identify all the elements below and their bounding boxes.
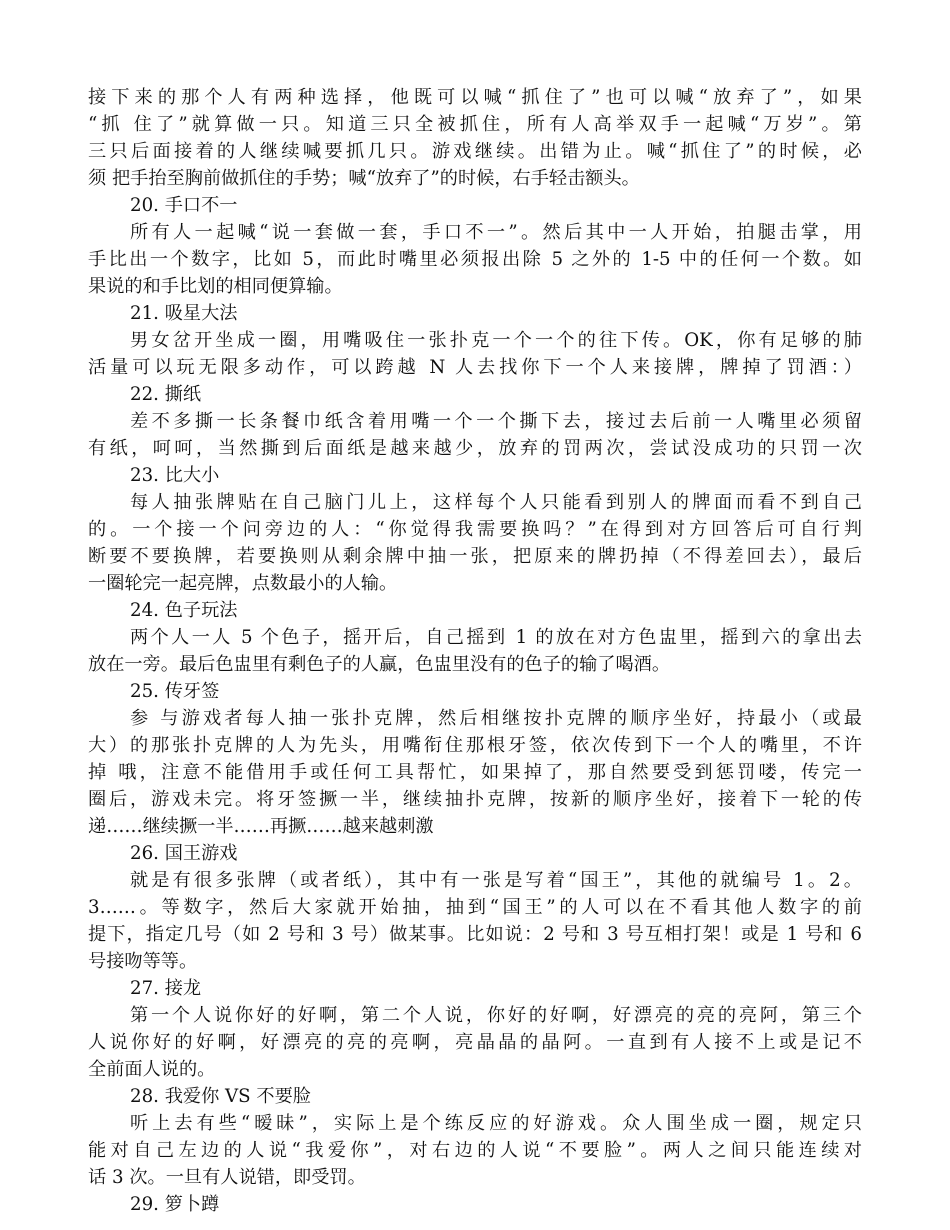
paragraph-first-line: 参 与游戏者每人抽一张扑克牌，然后相继按扑克牌的顺序坐好，持最小（或最: [130, 708, 862, 729]
section-heading: 22. 撕纸: [130, 384, 202, 405]
section-heading: 25. 传牙签: [130, 681, 220, 702]
paragraph-last-line: 一圈轮完一起亮牌，点数最小的人输。: [88, 573, 398, 594]
paragraph-last-line: 果说的和手比划的相同便算输。: [88, 276, 343, 297]
paragraph-line: 有纸，呵呵，当然撕到后面纸是越来越少，放弃的罚两次，尝试没成功的只罚一次: [88, 438, 862, 459]
paragraph-first-line: 所有人一起喊“说一套做一套，手口不一”。然后其中一人开始，拍腿击掌，用: [130, 222, 862, 243]
section-heading: 28. 我爱你 VS 不要脸: [130, 1086, 311, 1107]
paragraph-line: 断要不要换牌，若要换则从剩余牌中抽一张，把原来的牌扔掉（不得差回去），最后: [88, 546, 862, 567]
section-heading: 20. 手口不一: [130, 195, 238, 216]
paragraph-last-line: 须 把手抬至胸前做抓住的手势；喊“放弃了”的时候，右手轻击额头。: [88, 168, 640, 189]
paragraph-first-line: 第一个人说你好的好啊，第二个人说，你好的好啊，好漂亮的亮的亮阿，第三个: [130, 1005, 862, 1026]
paragraph-first-line: 两个人一人 5 个色子，摇开后，自己摇到 1 的放在对方色盅里，摇到六的拿出去: [130, 627, 862, 648]
paragraph-line: 活量可以玩无限多动作，可以跨越 N 人去找你下一个人来接牌，牌掉了罚酒：）: [88, 357, 862, 378]
paragraph-last-line: 递……继续撅一半……再撅……越来越刺激: [88, 816, 434, 837]
section-heading: 24. 色子玩法: [130, 600, 238, 621]
paragraph-last-line: 放在一旁。最后色盅里有剩色子的人赢，色盅里没有的色子的输了喝酒。: [88, 654, 671, 675]
section-heading: 21. 吸星大法: [130, 303, 238, 324]
section-heading: 29. 箩卜蹲: [130, 1194, 220, 1215]
paragraph-line: 掉 哦，注意不能借用手或任何工具帮忙，如果掉了，那自然要受到惩罚喽，传完一: [88, 762, 862, 783]
paragraph-line: “抓 住了”就算做一只。知道三只全被抓住，所有人高举双手一起喊“万岁”。第: [88, 114, 862, 135]
paragraph-line: 人说你好的好啊，好漂亮的亮的亮啊，亮晶晶的晶阿。一直到有人接不上或是记不: [88, 1032, 862, 1053]
document-page: [88, 84, 862, 1218]
paragraph-last-line: 号接吻等等。: [88, 951, 198, 972]
paragraph-line: 3……。等数字，然后大家就开始抽，抽到“国王”的人可以在不看其他人数字的前: [88, 897, 862, 918]
paragraph-line: 提下，指定几号（如 2 号和 3 号）做某事。比如说：2 号和 3 号互相打架！或是 1 号和 6: [88, 924, 862, 945]
paragraph-first-line: 听上去有些“暧昧”，实际上是个练反应的好游戏。众人围坐成一圈，规定只: [130, 1113, 862, 1134]
paragraph-line: 接下来的那个人有两种选择，他既可以喊“抓住了”也可以喊“放弃了”，如果: [88, 87, 862, 108]
section-heading: 27. 接龙: [130, 978, 202, 999]
paragraph-last-line: 话 3 次。一旦有人说错，即受罚。: [88, 1167, 366, 1188]
paragraph-last-line: 全前面人说的。: [88, 1059, 216, 1080]
paragraph-line: 能对自己左边的人说“我爱你”，对右边的人说“不要脸”。两人之间只能连续对: [88, 1140, 862, 1161]
paragraph-first-line: 就是有很多张牌（或者纸），其中有一张是写着“国王”，其他的就编号 1。2。: [130, 870, 862, 891]
paragraph-line: 手比出一个数字，比如 5，而此时嘴里必须报出除 5 之外的 1-5 中的任何一个数。如: [88, 249, 862, 270]
paragraph-line: 的。一个接一个问旁边的人：“你觉得我需要换吗？”在得到对方回答后可自行判: [88, 519, 862, 540]
paragraph-line: 三只后面接着的人继续喊要抓几只。游戏继续。出错为止。喊“抓住了”的时候，必: [88, 141, 862, 162]
paragraph-first-line: 差不多撕一长条餐巾纸含着用嘴一个一个撕下去，接过去后前一人嘴里必须留: [130, 411, 862, 432]
paragraph-first-line: 男女岔开坐成一圈，用嘴吸住一张扑克一个一个的往下传。OK，你有足够的肺: [130, 330, 862, 351]
paragraph-line: 大）的那张扑克牌的人为先头，用嘴衔住那根牙签，依次传到下一个人的嘴里，不许: [88, 735, 862, 756]
section-heading: 23. 比大小: [130, 465, 220, 486]
section-heading: 26. 国王游戏: [130, 843, 238, 864]
paragraph-first-line: 每人抽张牌贴在自己脑门儿上，这样每个人只能看到别人的牌面而看不到自己: [130, 492, 862, 513]
paragraph-line: 圈后，游戏未完。将牙签撅一半，继续抽扑克牌，按新的顺序坐好，接着下一轮的传: [88, 789, 862, 810]
